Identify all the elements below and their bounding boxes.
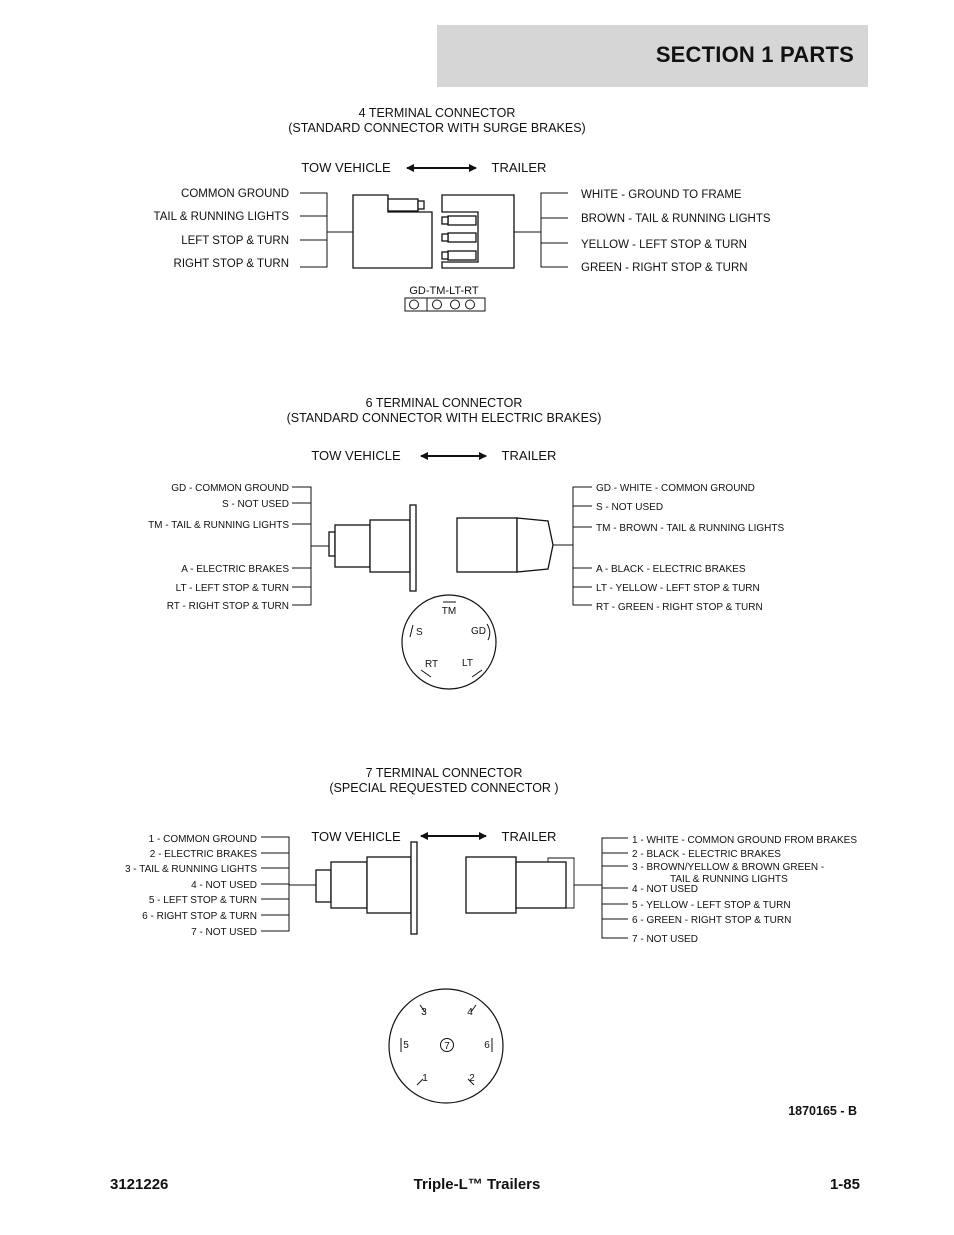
left-bracket [300,193,353,267]
left-bracket [292,487,330,605]
right-label: RT - GREEN - RIGHT STOP & TURN [596,602,763,613]
six-pin-face [402,595,496,689]
left-label: 7 - NOT USED [191,927,257,938]
left-label: 4 - NOT USED [191,880,257,891]
left-label: RIGHT STOP & TURN [173,258,289,270]
pin-label: RT [425,659,439,670]
left-bracket [261,837,316,931]
seven-terminal-section [125,766,857,1103]
left-label: 1 - COMMON GROUND [148,834,257,845]
six-terminal-title: 6 TERMINAL CONNECTOR [365,396,523,410]
tow-plug [316,842,417,934]
tow-vehicle-label: TOW VEHICLE [311,829,401,844]
right-label: S - NOT USED [596,502,664,513]
right-bracket [553,487,592,605]
footer-page-number: 1-85 [829,1176,860,1193]
four-terminal-title: 4 TERMINAL CONNECTOR [358,106,516,120]
right-label: A - BLACK - ELECTRIC BRAKES [596,564,746,575]
left-label: TM - TAIL & RUNNING LIGHTS [148,520,289,531]
trailer-label: TRAILER [491,160,547,175]
pin-label: LT [462,658,473,669]
trailer-plug [457,518,553,572]
pin-label: 3 [421,1007,427,1018]
figure-id: 1870165 - B [788,1104,857,1118]
left-label: 3 - TAIL & RUNNING LIGHTS [124,864,257,875]
right-label: TAIL & RUNNING LIGHTS [670,874,788,885]
left-label: COMMON GROUND [181,188,289,200]
four-terminal-subtitle: (STANDARD CONNECTOR WITH SURGE BRAKES) [288,121,586,135]
right-label: GREEN - RIGHT STOP & TURN [581,262,748,274]
left-label: A - ELECTRIC BRAKES [181,564,289,575]
pin-label: GD [471,626,486,637]
right-label: LT - YELLOW - LEFT STOP & TURN [596,583,760,594]
seven-pin-face [389,989,503,1103]
six-terminal-subtitle: (STANDARD CONNECTOR WITH ELECTRIC BRAKES) [286,411,602,425]
six-terminal-section [148,396,784,689]
right-label: BROWN - TAIL & RUNNING LIGHTS [581,213,771,225]
right-bracket [514,193,568,267]
right-bracket [574,838,628,938]
left-label: LT - LEFT STOP & TURN [175,583,289,594]
left-label: TAIL & RUNNING LIGHTS [153,211,289,223]
footer-title: Triple-L™ Trailers [413,1176,541,1193]
pin-strip [405,298,485,311]
pin-label: S [416,627,423,638]
tow-vehicle-label: TOW VEHICLE [311,448,401,463]
left-label: GD - COMMON GROUND [171,483,289,494]
right-label: 3 - BROWN/YELLOW & BROWN GREEN - [632,862,825,873]
right-label: 4 - NOT USED [632,884,698,895]
trailer-label: TRAILER [501,448,557,463]
tow-plug [329,505,416,591]
right-label: 1 - WHITE - COMMON GROUND FROM BRAKES [632,835,857,846]
tow-plug [353,195,432,268]
pin-label: 2 [469,1073,475,1084]
trailer-plug [466,857,574,913]
pin-label: 6 [484,1040,490,1051]
right-label: TM - BROWN - TAIL & RUNNING LIGHTS [596,523,785,534]
right-label: YELLOW - LEFT STOP & TURN [581,239,747,251]
pin-code-label: GD-TM-LT-RT [409,285,479,297]
right-label: GD - WHITE - COMMON GROUND [596,483,755,494]
left-label: 2 - ELECTRIC BRAKES [149,849,257,860]
four-terminal-section [154,106,771,311]
left-label: 6 - RIGHT STOP & TURN [142,911,257,922]
pin-label: 5 [403,1040,409,1051]
right-label: 6 - GREEN - RIGHT STOP & TURN [632,915,792,926]
pin-label: 7 [444,1041,450,1052]
pin-label: 4 [467,1007,473,1018]
left-label: 5 - LEFT STOP & TURN [148,895,257,906]
seven-terminal-title: 7 TERMINAL CONNECTOR [365,766,523,780]
seven-terminal-subtitle: (SPECIAL REQUESTED CONNECTOR ) [329,781,559,795]
left-label: S - NOT USED [221,499,289,510]
tow-vehicle-label: TOW VEHICLE [301,160,391,175]
section-title: SECTION 1 PARTS [655,42,854,67]
footer-doc-number: 3121226 [110,1176,169,1193]
trailer-plug [442,195,514,268]
left-label: LEFT STOP & TURN [181,235,289,247]
right-label: WHITE - GROUND TO FRAME [581,189,742,201]
left-label: RT - RIGHT STOP & TURN [166,601,289,612]
right-label: 7 - NOT USED [632,934,698,945]
pin-label: TM [441,606,457,617]
trailer-label: TRAILER [501,829,557,844]
pin-label: 1 [422,1073,428,1084]
right-label: 5 - YELLOW - LEFT STOP & TURN [632,900,791,911]
right-label: 2 - BLACK - ELECTRIC BRAKES [632,849,781,860]
